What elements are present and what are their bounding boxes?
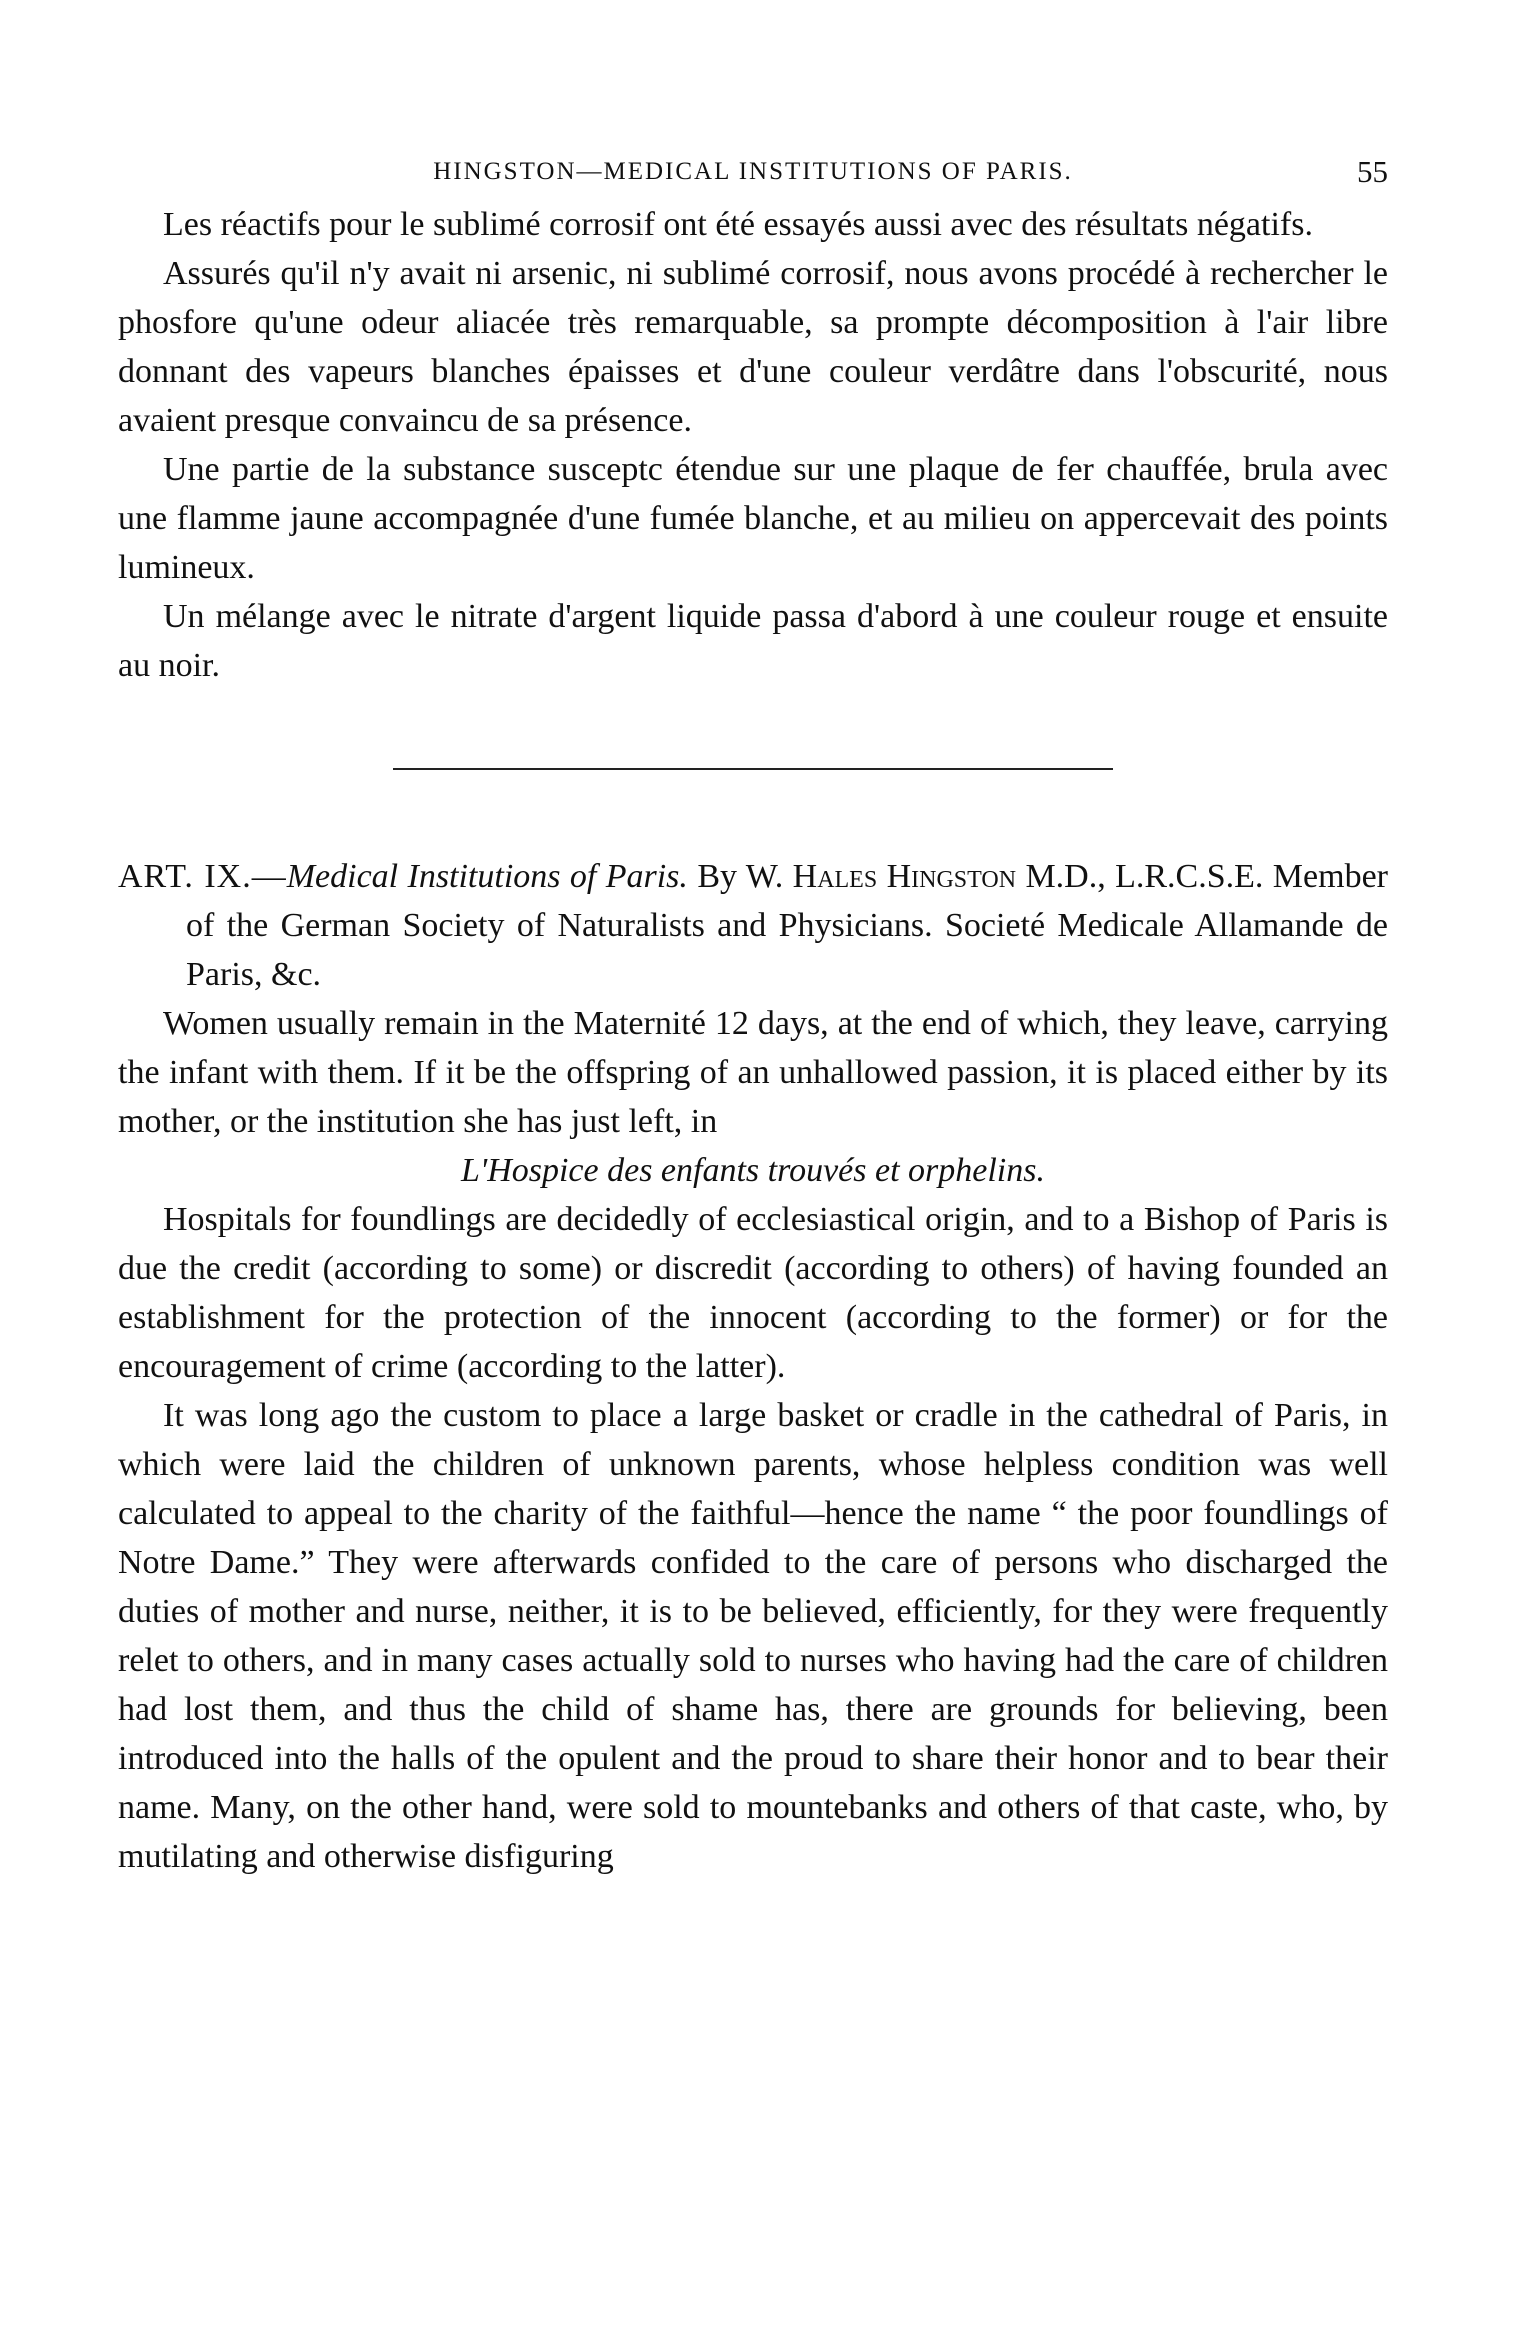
paragraph: Women usually remain in the Maternité 12 days, at the end of which, they leave, carrying the infant with them. If it be the offspring of an unhallowed passion, it is placed either by its mother, or the institution she has just left, in <box>118 1005 1388 1140</box>
article-author: Hales Hingston <box>792 858 1017 895</box>
paragraph: Une partie de la substance susceptc étendue sur une plaque de fer chauffée, brula avec une flamme jaune accompagnée d'une fumée blanche, et au milieu on appercevait des points lumineux. <box>118 451 1388 586</box>
paragraph: Assurés qu'il n'y avait ni arsenic, ni sublimé corrosif, nous avons procédé à rechercher le phosfore qu'une odeur aliacée très remarquable, sa prompte décomposition à l'air libre donnant des vapeurs blanches épaisses et d'une couleur verdâtre dans l'obscurité, nous avaient presque convaincu de sa présence. <box>118 255 1388 439</box>
paragraph: Les réactifs pour le sublimé corrosif ont été essayés aussi avec des résultats négatifs. <box>163 206 1313 243</box>
french-report-section <box>118 200 1388 690</box>
section-divider <box>393 768 1113 770</box>
running-head <box>118 140 1388 200</box>
paragraph: Hospitals for foundlings are decidedly of ecclesiastical origin, and to a Bishop of Paris is due the credit (according to some) or discredit (according to others) of having founded an establishment for the protection of the innocent (according to the former) or for the encouragement of crime (according to the latter). <box>118 1201 1388 1385</box>
hospice-title: L'Hospice des enfants trouvés et orphelins. <box>461 1152 1045 1189</box>
paragraph: Un mélange avec le nitrate d'argent liquide passa d'abord à une couleur rouge et ensuite au noir. <box>118 598 1388 684</box>
running-head-title: HINGSTON—MEDICAL INSTITUTIONS OF PARIS. <box>433 158 1073 185</box>
page-number: 55 <box>1357 154 1388 189</box>
article-number: ART. IX.— <box>118 858 287 895</box>
article-title: Medical Institutions of Paris. <box>286 858 688 895</box>
document-page <box>118 140 1388 1881</box>
article-by: By W. <box>687 858 793 895</box>
article-heading <box>118 852 1388 999</box>
article-credentials: M.D., L.R.C.S.E. Member of the German Society of Naturalists and Physicians. Societé Medicale Allamande de Paris, &c. <box>186 858 1388 993</box>
paragraph: It was long ago the custom to place a large basket or cradle in the cathedral of Paris, in which were laid the children of unknown parents, whose helpless condition was well calculated to appeal to the charity of the faithful—hence the name “ the poor foundlings of Notre Dame.” They were afterwards confided to the care of persons who discharged the duties of mother and nurse, neither, it is to be believed, efficiently, for they were frequently relet to others, and in many cases actually sold to nurses who having had the care of children had lost them, and thus the child of shame has, there are grounds for believing, been introduced into the halls of the opulent and the proud to share their honor and to bear their name. Many, on the other hand, were sold to mountebanks and others of that caste, who, by mutilating and otherwise disfiguring <box>118 1397 1388 1875</box>
